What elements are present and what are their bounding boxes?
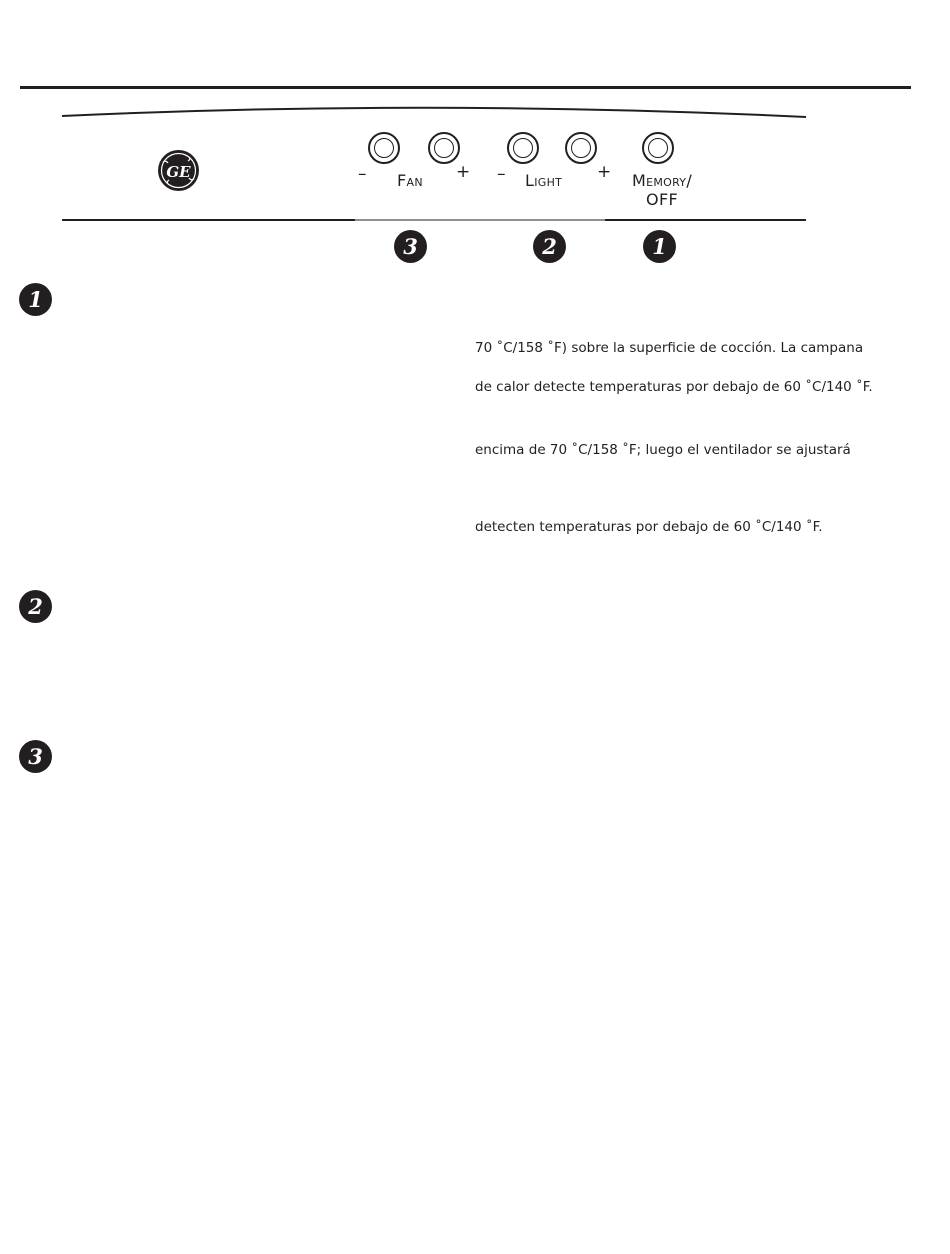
- light-minus-button[interactable]: [507, 132, 539, 164]
- ge-logo-text: GE: [166, 163, 191, 181]
- body-text-line: encima de 70 ˚C/158 ˚F; luego el ventilador se ajustará: [475, 442, 851, 458]
- callout-fan-badge: 3: [394, 230, 427, 263]
- memory-off-button[interactable]: [642, 132, 674, 164]
- body-text-line: detecten temperaturas por debajo de 60 ˚C/140 ˚F.: [475, 519, 823, 535]
- section-2-badge: 2: [19, 590, 52, 623]
- light-plus-button[interactable]: [565, 132, 597, 164]
- fan-plus-sign: +: [456, 162, 471, 182]
- callout-light-badge: 2: [533, 230, 566, 263]
- section-1-badge: 1: [19, 283, 52, 316]
- off-label: OFF: [646, 190, 678, 209]
- callout-memory-badge: 1: [643, 230, 676, 263]
- fan-plus-button[interactable]: [428, 132, 460, 164]
- fan-label: Fan: [397, 171, 423, 190]
- light-plus-sign: +: [597, 162, 612, 182]
- fan-minus-button[interactable]: [368, 132, 400, 164]
- memory-label: Memory/: [631, 171, 693, 190]
- light-minus-sign: –: [497, 164, 506, 184]
- fan-minus-sign: –: [358, 164, 367, 184]
- light-label: Light: [525, 171, 563, 190]
- body-text-line: 70 ˚C/158 ˚F) sobre la superficie de cocción. La campana: [475, 340, 864, 356]
- body-text-line: de calor detecte temperaturas por debajo de 60 ˚C/140 ˚F.: [475, 379, 873, 395]
- section-3-badge: 3: [19, 740, 52, 773]
- ge-logo: [157, 149, 200, 192]
- top-rule: [20, 86, 911, 89]
